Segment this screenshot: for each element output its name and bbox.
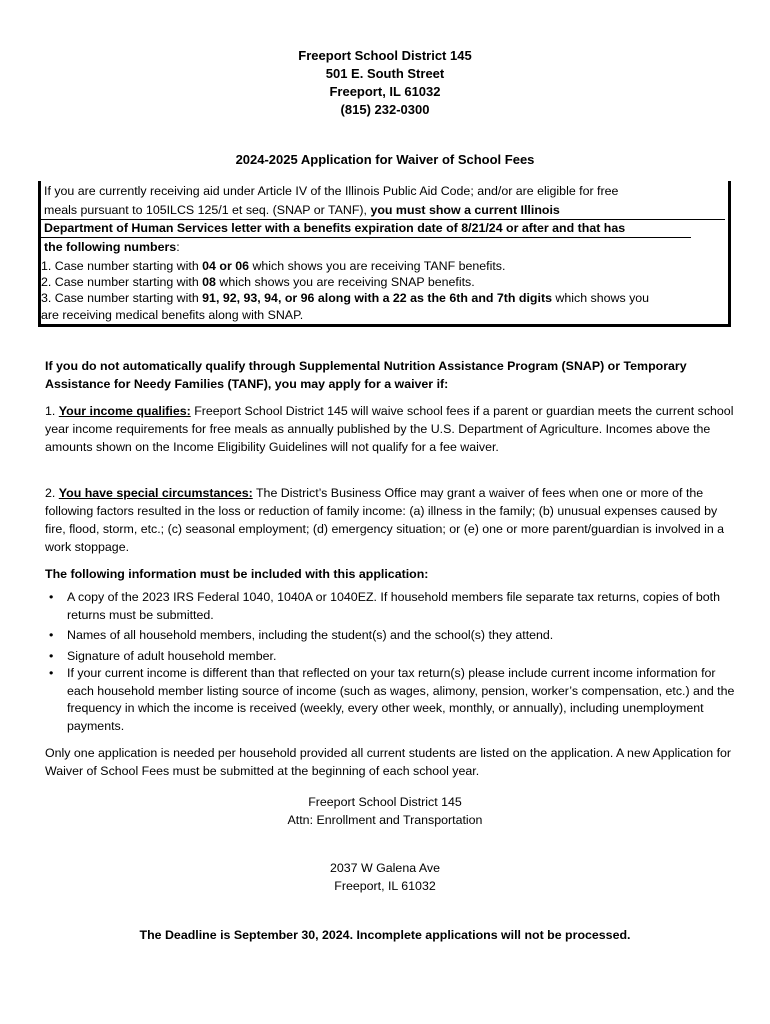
qualify-intro: If you do not automatically qualify through Supplemental Nutrition Assistance Program (SNAP) or Temporary Assistance for Needy Families (TANF), you may apply for a waiver if: — [45, 359, 687, 391]
notice-line-2: meals pursuant to 105ILCS 125/1 et seq. (SNAP or TANF), you must show a current Illinois — [44, 203, 560, 217]
notice-rule-1 — [41, 219, 725, 220]
bullet-icon: • — [49, 628, 54, 642]
district-name: Freeport School District 145 — [298, 48, 472, 63]
case-number-item-1: 1. Case number starting with 04 or 06 which shows you are receiving TANF benefits. — [41, 259, 506, 273]
list-item: • A copy of the 2023 IRS Federal 1040, 1040A or 1040EZ. If household members file separate tax returns, copies of both returns must be submitted. — [49, 590, 720, 622]
mail-to-city: Freeport, IL 61032 — [334, 879, 436, 893]
deadline-notice: The Deadline is September 30, 2024. Incomplete applications will not be processed. — [139, 928, 631, 942]
notice-line-1: If you are currently receiving aid under Article IV of the Illinois Public Aid Code; and/or are eligible for free — [44, 184, 619, 198]
notice-rule-2 — [41, 237, 691, 238]
bullet-icon: • — [49, 648, 54, 663]
bullet-icon: • — [49, 666, 54, 680]
required-heading: The following information must be included with this application: — [45, 567, 429, 581]
bullet-icon: • — [49, 590, 54, 604]
case-number-item-3: 3. Case number starting with 91, 92, 93, 94, or 96 along with a 22 as the 6th and 7th digits which shows you — [41, 291, 650, 305]
district-city: Freeport, IL 61032 — [329, 84, 441, 99]
special-section: 2. You have special circumstances: The District’s Business Office may grant a waiver of fees when one or more of the following factors resulted in the loss or reduction of family income: (a) illness in the family; (b) unusual expenses caused by fire, flood, storm, etc.; (c) seasonal employment; (d) emergency situation; or (e) one or more parent/guardian is involved in a work stoppage. — [45, 486, 725, 554]
mail-to-name: Freeport School District 145 — [308, 795, 462, 809]
case-number-item-2: 2. Case number starting with 08 which shows you are receiving SNAP benefits. — [41, 275, 475, 289]
mail-to-address — [0, 859, 770, 895]
list-item: • If your current income is different than that reflected on your tax return(s) please include current income information for each household member listing source of income (such as wages, alimony, pension, worker’s compensation, etc.) and the frequency in which the income is received (weekly, every other week, monthly, or annually), including unemployment payments. — [49, 666, 735, 733]
mail-to-street: 2037 W Galena Ave — [330, 861, 440, 875]
income-section: 1. Your income qualifies: Freeport School District 145 will waive school fees if a parent or guardian meets the current school year income requirements for free meals as annually published by the U.S. Department of Agriculture. Incomes above the amounts shown on the Income Eligibility Guidelines will not qualify for a fee waiver. — [45, 404, 734, 454]
notice-line-3: Department of Human Services letter with a benefits expiration date of 8/21/24 or after and that has — [44, 221, 626, 235]
district-street: 501 E. South Street — [325, 66, 445, 81]
district-phone: (815) 232-0300 — [340, 102, 430, 117]
income-heading: Your income qualifies: — [58, 404, 191, 418]
mail-to-block — [0, 793, 770, 829]
special-heading: You have special circumstances: — [58, 486, 253, 500]
notice-line-4: the following numbers: — [44, 240, 180, 254]
district-header — [0, 47, 770, 119]
required-list — [45, 589, 735, 738]
one-application-note: Only one application is needed per household provided all current students are listed on the application. A new Application for Waiver of School Fees must be submitted at the beginning of each school year. — [45, 746, 732, 778]
page-title: 2024-2025 Application for Waiver of School Fees — [235, 152, 535, 167]
case-number-item-3-cont: are receiving medical benefits along with SNAP. — [41, 308, 304, 322]
list-item: • Names of all household members, including the student(s) and the school(s) they attend. — [45, 627, 735, 645]
mail-to-attn: Attn: Enrollment and Transportation — [287, 813, 483, 827]
list-item: • Signature of adult household member. — [45, 648, 735, 666]
